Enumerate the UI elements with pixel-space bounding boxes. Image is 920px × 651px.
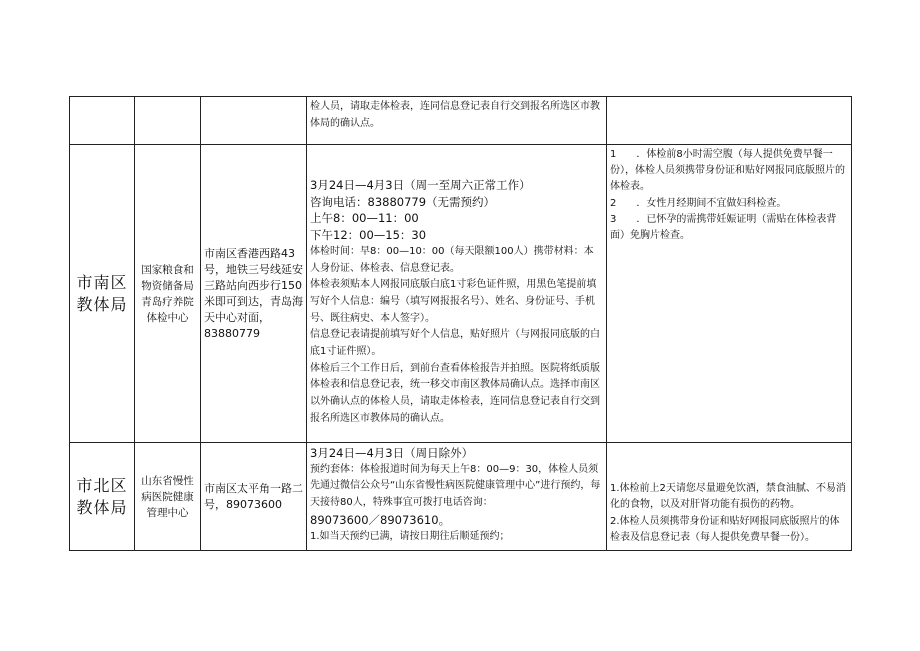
schedule-line: 咨询电话：83880779（无需预约） (310, 194, 496, 209)
schedule-line: 下午12：00—15：30 (310, 228, 427, 243)
district-cell: 市北区教体局 (70, 443, 135, 551)
schedule-line: 体检后三个工作日后，到前台查看体检报告并拍照。医院将纸质版体检表和信息登记表，统一移交市南区教体局确认点。选择市南区以外确认点的体检人员，请取走体检表，连同信息登记表自行交到报名所选区市教体局的确认点。 (310, 362, 600, 424)
district-cell (70, 97, 135, 145)
schedule-line: 3月24日—4月3日（周日除外） (310, 446, 474, 460)
schedule-line: 体检表须贴本人网报同底版白底1寸彩色证件照，用黑色笔提前填写好个人信息：编号（填写网报报名号）、姓名、身份证号、手机号、既往病史、本人签字）。 (310, 279, 597, 324)
schedule-line: 1.如当天预约已满，请按日期往后顺延预约； (310, 530, 510, 542)
institution-cell: 国家粮食和物资储备局青岛疗养院体检中心 (135, 145, 201, 443)
note-line: 2.体检人员须携带身份证和贴好网报同底版照片的体检表及信息登记表（每人提供免费早餐一份）。 (610, 515, 840, 543)
table-row (70, 145, 852, 443)
district-cell: 市南区教体局 (70, 145, 135, 443)
schedule-line: 检人员，请取走体检表，连同信息登记表自行交到报名所选区市教体局的确认点。 (310, 101, 600, 129)
table-row (70, 443, 852, 551)
schedule-cell (307, 97, 607, 145)
schedule-line: 预约套体：体检报道时间为每天上午8：00—9：30，体检人员须先通过微信公众号“山东省慢性病医院健康管理中心”进行预约，每天接待80人，特殊事宜可拨打电话咨询： (310, 463, 601, 509)
address-cell: 市南区太平角一路二号，89073600 (201, 443, 307, 551)
note-line: 2 ．女性月经期间不宜做妇科检查。 (610, 197, 787, 209)
institution-cell: 山东省慢性病医院健康管理中心 (135, 443, 201, 551)
exam-arrangement-table (69, 96, 852, 551)
schedule-line: 89073600／89073610。 (310, 512, 451, 527)
notes-cell (607, 145, 852, 443)
notes-cell (607, 443, 852, 551)
address-cell (201, 97, 307, 145)
schedule-line: 信息登记表请提前填写好个人信息，贴好照片（与网报同底版的白底1寸证件照）。 (310, 329, 600, 358)
note-line: 3 ．已怀孕的需携带妊娠证明（需贴在体检表背面）免胸片检查。 (610, 213, 837, 242)
note-line: 1.体检前上2天请您尽量避免饮酒，禁食油腻、不易消化的食物，以及对肝肾功能有损伤的药物。 (610, 483, 846, 511)
schedule-line: 体检时间：早8：00—10：00（每天限额100人）携带材料：本人身份证、体检表、信息登记表。 (310, 245, 594, 274)
schedule-cell (307, 443, 607, 551)
schedule-line: 3月24日—4月3日（周一至周六正常工作） (310, 178, 531, 192)
table-row (70, 97, 852, 145)
address-cell: 市南区香港西路43号，地铁三号线延安三路站向西步行150米即可到达，青岛海天中心对面，83880779 (201, 145, 307, 443)
schedule-line: 上午8：00—11：00 (310, 211, 419, 226)
schedule-cell (307, 145, 607, 443)
institution-cell (135, 97, 201, 145)
notes-cell (607, 97, 852, 145)
note-line: 1 ．体检前8小时需空腹（每人提供免费早餐一份），体检人员须携带身份证和贴好网报同底版照片的体检表。 (610, 149, 845, 193)
